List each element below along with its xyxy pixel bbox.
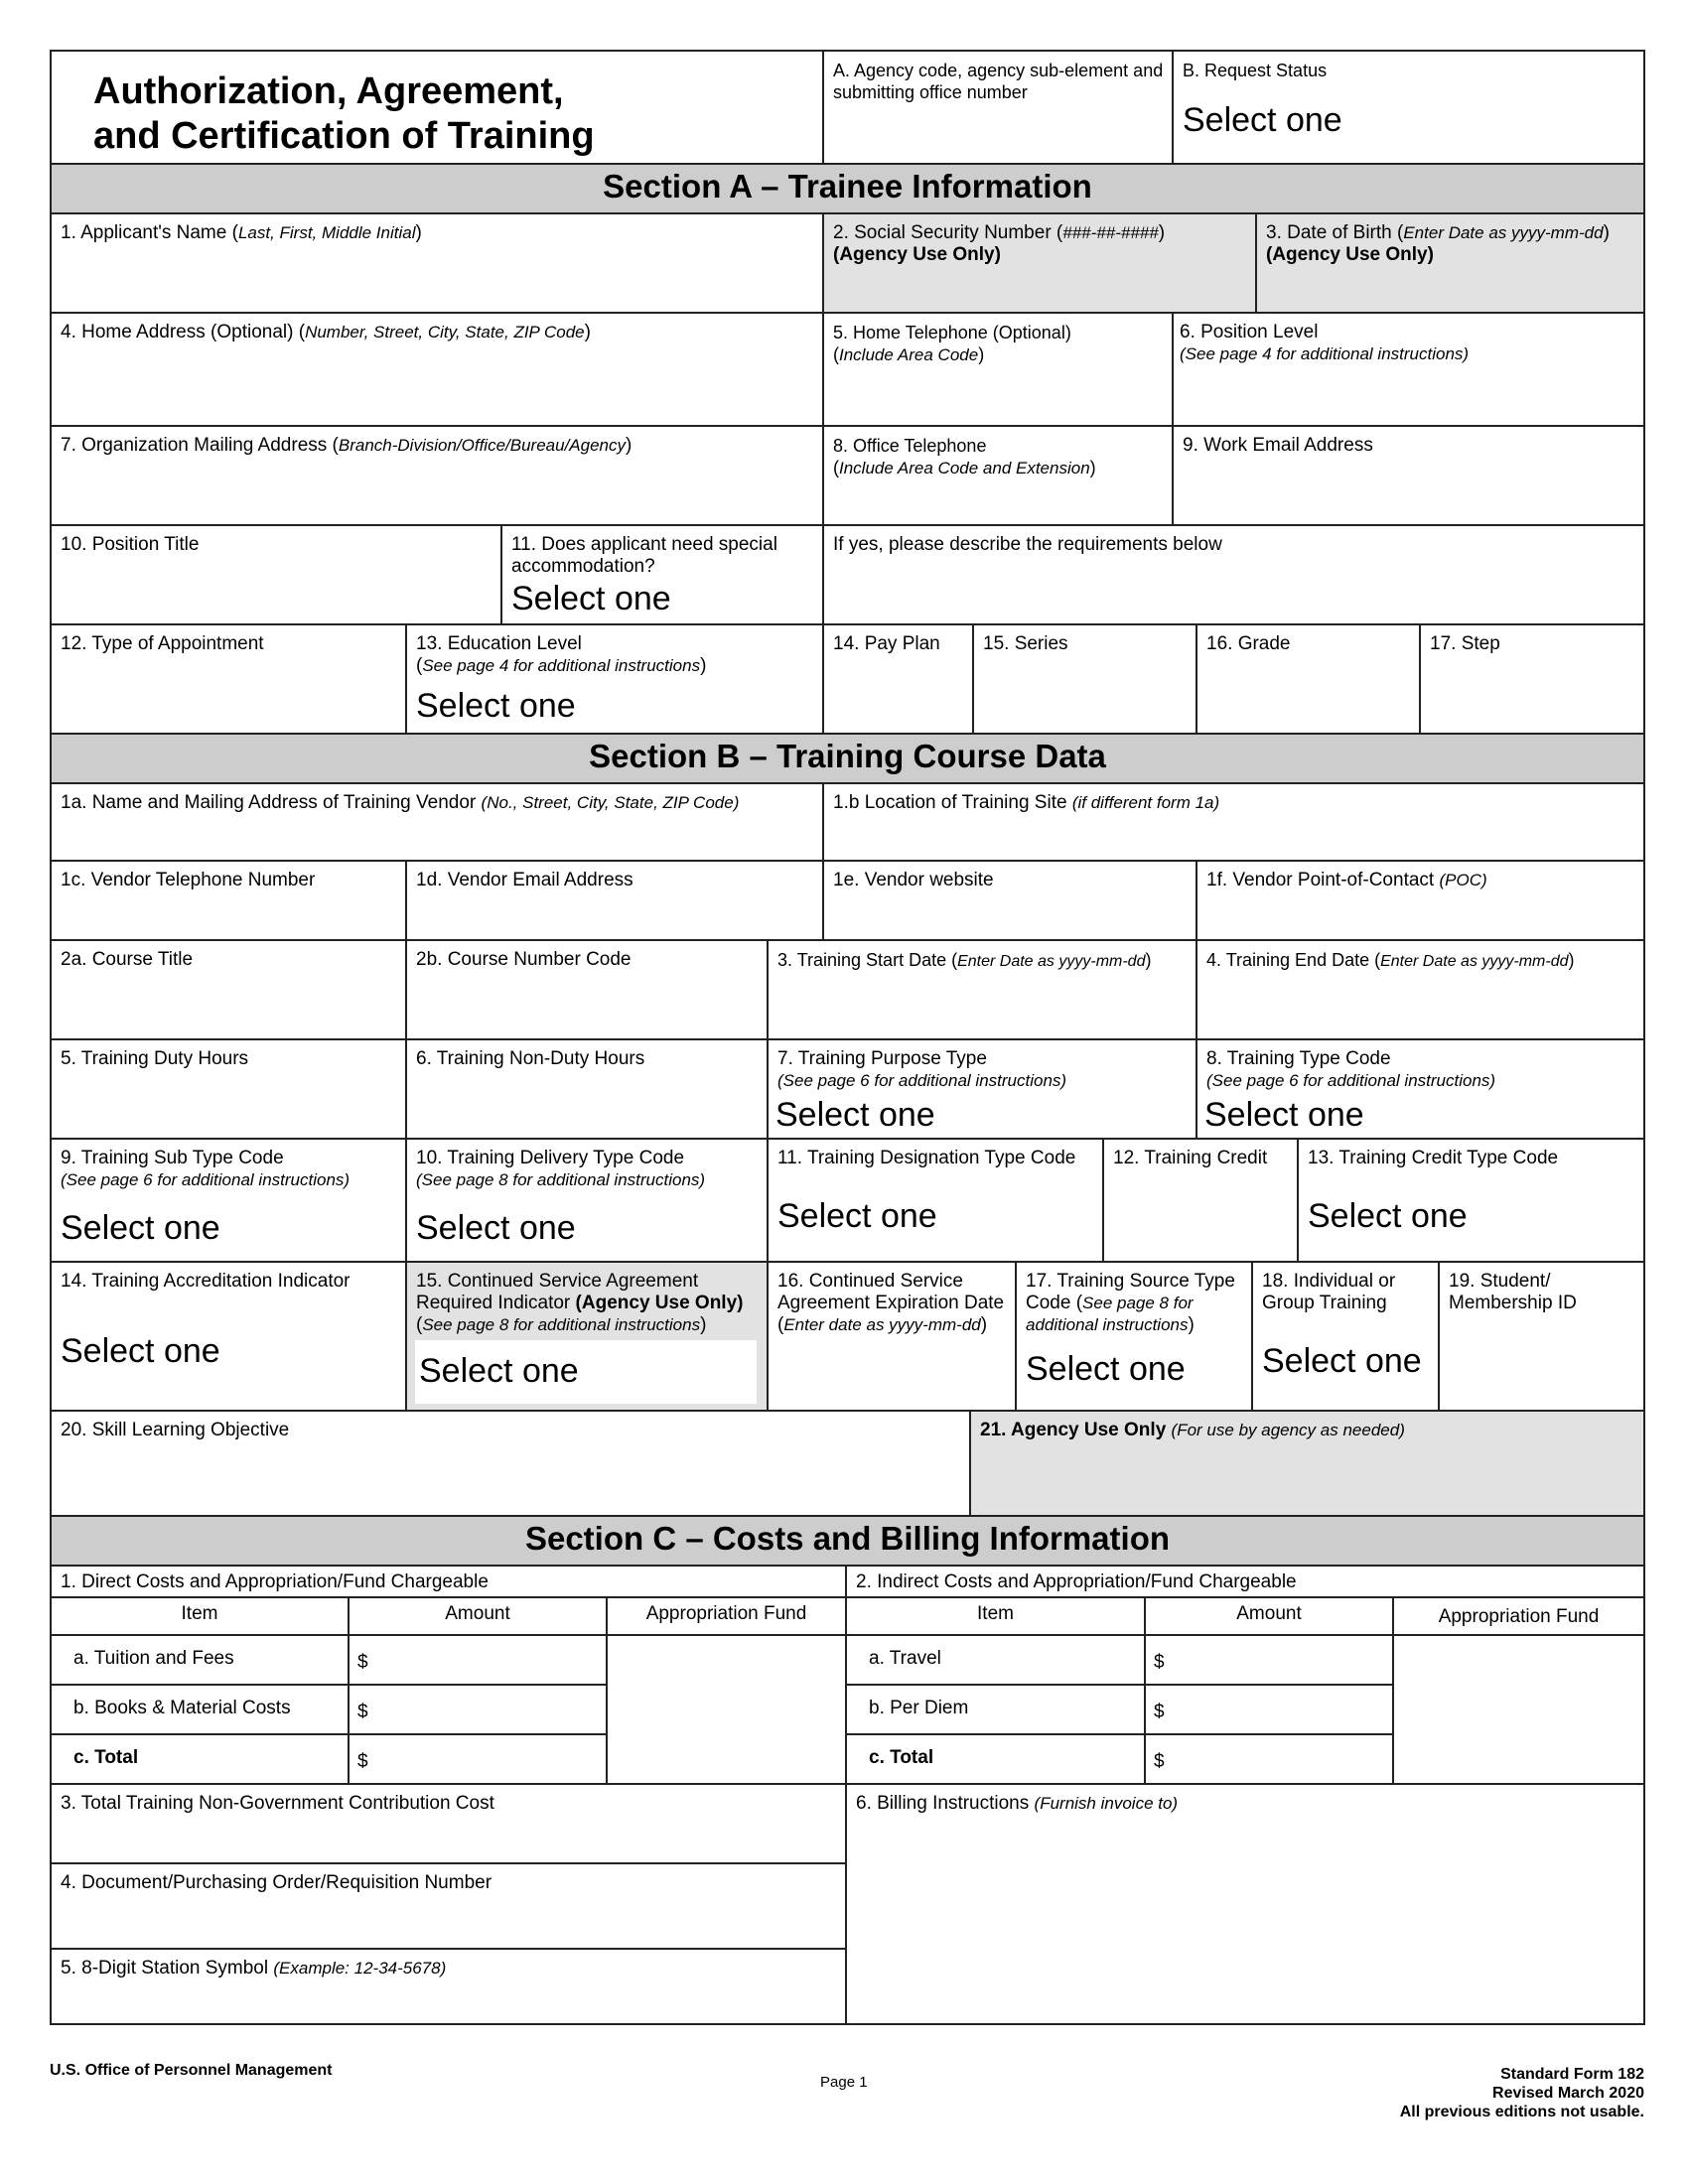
- series-field[interactable]: [972, 623, 1197, 735]
- series-label: 15. Series: [983, 633, 1068, 654]
- books-amount-field[interactable]: $: [348, 1684, 608, 1735]
- ssn-field[interactable]: 2. Social Security Number (###-##-####) (Agency Use Only): [822, 212, 1257, 314]
- non-duty-hours-label: 6. Training Non-Duty Hours: [416, 1048, 645, 1069]
- education-level-select[interactable]: Select one: [416, 687, 576, 725]
- section-b-heading: Section B – Training Course Data: [50, 733, 1645, 784]
- vendor-telephone-field[interactable]: [50, 860, 407, 941]
- station-symbol-field[interactable]: 5. 8-Digit Station Symbol (Example: 12-34-5678): [50, 1948, 847, 2025]
- training-type-select[interactable]: Select one: [1204, 1096, 1364, 1134]
- footer-editions: All previous editions not usable.: [1399, 2104, 1644, 2120]
- training-purpose-select[interactable]: Select one: [775, 1096, 935, 1134]
- ssn-label: 2. Social Security Number: [833, 222, 1052, 243]
- accommodation-requirements-label: If yes, please describe the requirements below: [833, 534, 1222, 555]
- vendor-email-field[interactable]: [405, 860, 824, 941]
- direct-costs-heading: 1. Direct Costs and Appropriation/Fund Chargeable: [50, 1565, 847, 1598]
- education-level-label: 13. Education Level: [416, 633, 582, 654]
- billing-instructions-field[interactable]: 6. Billing Instructions (Furnish invoice to): [845, 1783, 1645, 2025]
- purchase-order-number-label: 4. Document/Purchasing Order/Requisition Number: [61, 1872, 492, 1893]
- accreditation-indicator-select[interactable]: Select one: [61, 1332, 220, 1370]
- training-type-field[interactable]: 8. Training Type Code (See page 6 for additional instructions) Select one: [1196, 1038, 1645, 1140]
- csa-required-field[interactable]: 15. Continued Service Agreement Required Indicator (Agency Use Only) (See page 8 for additional instructions) Select one: [405, 1261, 769, 1412]
- indirect-col-fund: Appropriation Fund: [1392, 1596, 1645, 1636]
- vendor-website-field[interactable]: [822, 860, 1197, 941]
- credit-type-field[interactable]: [1297, 1138, 1645, 1263]
- home-address-field[interactable]: 4. Home Address (Optional) (Number, Street, City, State, ZIP Code): [50, 312, 824, 427]
- org-mailing-address-label: 7. Organization Mailing Address: [61, 435, 328, 456]
- training-end-date-field[interactable]: 4. Training End Date (Enter Date as yyyy-mm-dd): [1196, 939, 1645, 1040]
- request-status-select[interactable]: Select one: [1183, 101, 1342, 139]
- pay-plan-label: 14. Pay Plan: [833, 633, 940, 654]
- home-telephone-field[interactable]: 5. Home Telephone (Optional) (Include Area Code): [822, 312, 1174, 427]
- footer-form-info: [1400, 2065, 1644, 2121]
- applicant-name-label: 1. Applicant's Name: [61, 222, 227, 243]
- direct-row-total: c. Total: [50, 1733, 350, 1785]
- station-symbol-label: 5. 8-Digit Station Symbol: [61, 1958, 269, 1979]
- training-start-date-label: 3. Training Start Date: [777, 950, 947, 970]
- position-title-field[interactable]: [50, 524, 502, 625]
- home-telephone-label: 5. Home Telephone (Optional): [833, 323, 1071, 342]
- direct-total-amount-field[interactable]: $: [348, 1733, 608, 1785]
- direct-col-item: Item: [50, 1596, 350, 1636]
- membership-id-field[interactable]: [1438, 1261, 1645, 1412]
- agency-code-label: A. Agency code, agency sub-element and submitting office number: [833, 61, 1164, 102]
- csa-required-label: 15. Continued Service Agreement Required Indicator: [416, 1271, 699, 1313]
- home-address-label: 4. Home Address (Optional): [61, 322, 294, 342]
- training-purpose-field[interactable]: 7. Training Purpose Type (See page 6 for additional instructions) Select one: [767, 1038, 1197, 1140]
- direct-col-fund: Appropriation Fund: [606, 1596, 847, 1636]
- footer-form-number: Standard Form 182: [1500, 2066, 1644, 2083]
- designation-type-select[interactable]: Select one: [777, 1197, 937, 1235]
- course-title-label: 2a. Course Title: [61, 949, 194, 970]
- tuition-amount-field[interactable]: $: [348, 1634, 608, 1686]
- course-number-label: 2b. Course Number Code: [416, 949, 632, 970]
- education-level-field[interactable]: 13. Education Level (See page 4 for additional instructions) Select one: [405, 623, 824, 735]
- office-telephone-label: 8. Office Telephone: [833, 436, 987, 456]
- individual-group-select[interactable]: Select one: [1262, 1342, 1422, 1380]
- special-accommodation-label: 11. Does applicant need special accommodation?: [511, 534, 777, 577]
- skill-learning-objective-label: 20. Skill Learning Objective: [61, 1420, 290, 1440]
- training-credit-label: 12. Training Credit: [1113, 1148, 1268, 1168]
- appointment-type-label: 12. Type of Appointment: [61, 633, 264, 654]
- vendor-email-label: 1d. Vendor Email Address: [416, 870, 633, 890]
- course-title-field[interactable]: [50, 939, 407, 1040]
- indirect-col-amount: Amount: [1144, 1596, 1394, 1636]
- training-type-label: 8. Training Type Code: [1206, 1048, 1391, 1069]
- indirect-appropriation-fund-field[interactable]: [1392, 1634, 1645, 1785]
- delivery-type-label: 10. Training Delivery Type Code: [416, 1148, 685, 1168]
- applicant-name-field[interactable]: 1. Applicant's Name (Last, First, Middle Initial): [50, 212, 824, 314]
- agency-use-only-label: 21. Agency Use Only: [980, 1420, 1167, 1440]
- pay-plan-field[interactable]: [822, 623, 974, 735]
- delivery-type-field[interactable]: 10. Training Delivery Type Code (See page 8 for additional instructions) Select one: [405, 1138, 769, 1263]
- duty-hours-label: 5. Training Duty Hours: [61, 1048, 249, 1069]
- appointment-type-field[interactable]: [50, 623, 407, 735]
- non-government-cost-field[interactable]: [50, 1783, 847, 1864]
- step-field[interactable]: [1419, 623, 1645, 735]
- form-title-cell: [50, 50, 824, 165]
- direct-appropriation-fund-field[interactable]: [606, 1634, 847, 1785]
- travel-amount-field[interactable]: $: [1144, 1634, 1394, 1686]
- direct-col-amount: Amount: [348, 1596, 608, 1636]
- direct-row-tuition: a. Tuition and Fees: [50, 1634, 350, 1686]
- duty-hours-field[interactable]: [50, 1038, 407, 1140]
- training-start-date-field[interactable]: 3. Training Start Date (Enter Date as yyyy-mm-dd): [767, 939, 1197, 1040]
- designation-type-label: 11. Training Designation Type Code: [777, 1148, 1076, 1168]
- special-accommodation-field[interactable]: [500, 524, 824, 625]
- indirect-row-per-diem: b. Per Diem: [845, 1684, 1146, 1735]
- indirect-total-amount-field[interactable]: $: [1144, 1733, 1394, 1785]
- individual-group-label: 18. Individual or Group Training: [1262, 1271, 1396, 1313]
- vendor-telephone-label: 1c. Vendor Telephone Number: [61, 870, 316, 890]
- per-diem-amount-field[interactable]: $: [1144, 1684, 1394, 1735]
- accreditation-indicator-field[interactable]: [50, 1261, 407, 1412]
- vendor-poc-label: 1f. Vendor Point-of-Contact: [1206, 870, 1435, 890]
- office-telephone-field[interactable]: 8. Office Telephone (Include Area Code and Extension): [822, 425, 1174, 526]
- grade-field[interactable]: [1196, 623, 1421, 735]
- work-email-label: 9. Work Email Address: [1183, 435, 1373, 456]
- training-end-date-label: 4. Training End Date: [1206, 950, 1370, 970]
- training-purpose-label: 7. Training Purpose Type: [777, 1048, 987, 1069]
- delivery-type-select[interactable]: Select one: [416, 1209, 576, 1247]
- special-accommodation-select[interactable]: Select one: [511, 580, 671, 617]
- accommodation-requirements-field[interactable]: [822, 524, 1645, 625]
- footer-agency: U.S. Office of Personnel Management: [50, 2062, 333, 2079]
- credit-type-label: 13. Training Credit Type Code: [1308, 1148, 1559, 1168]
- request-status-label: B. Request Status: [1183, 61, 1328, 80]
- position-level-label: 6. Position Level: [1180, 322, 1319, 342]
- agency-code-field[interactable]: [822, 50, 1174, 165]
- source-type-select[interactable]: Select one: [1026, 1350, 1186, 1388]
- training-subtype-select[interactable]: Select one: [61, 1209, 220, 1247]
- form-title: Authorization, Agreement, and Certification of Training: [93, 70, 595, 157]
- vendor-name-address-label: 1a. Name and Mailing Address of Training Vendor: [61, 792, 477, 813]
- indirect-col-item: Item: [845, 1596, 1146, 1636]
- designation-type-field[interactable]: [767, 1138, 1104, 1263]
- section-a-heading: Section A – Trainee Information: [50, 163, 1645, 214]
- credit-type-select[interactable]: Select one: [1308, 1197, 1468, 1235]
- training-credit-field[interactable]: [1102, 1138, 1299, 1263]
- csa-expiration-date-field[interactable]: 16. Continued Service Agreement Expiration Date (Enter date as yyyy-mm-dd): [767, 1261, 1017, 1412]
- csa-required-select[interactable]: Select one: [419, 1352, 579, 1390]
- training-site-location-field[interactable]: 1.b Location of Training Site (if different form 1a): [822, 782, 1645, 862]
- source-type-field[interactable]: 17. Training Source Type Code (See page 8 for additional instructions) Select one: [1015, 1261, 1253, 1412]
- source-type-label: 17. Training Source Type Code: [1026, 1271, 1235, 1313]
- direct-row-books: b. Books & Material Costs: [50, 1684, 350, 1735]
- training-site-location-label: 1.b Location of Training Site: [833, 792, 1067, 813]
- work-email-field[interactable]: [1172, 425, 1645, 526]
- vendor-name-address-field[interactable]: 1a. Name and Mailing Address of Training Vendor (No., Street, City, State, ZIP Code): [50, 782, 824, 862]
- footer-revised: Revised March 2020: [1492, 2085, 1644, 2102]
- grade-label: 16. Grade: [1206, 633, 1291, 654]
- indirect-row-total: c. Total: [845, 1733, 1146, 1785]
- indirect-row-travel: a. Travel: [845, 1634, 1146, 1686]
- position-level-field[interactable]: 6. Position Level (See page 4 for additional instructions): [1172, 312, 1645, 427]
- dob-field[interactable]: 3. Date of Birth (Enter Date as yyyy-mm-dd) (Agency Use Only): [1255, 212, 1645, 314]
- vendor-poc-field[interactable]: 1f. Vendor Point-of-Contact (POC): [1196, 860, 1645, 941]
- request-status-field[interactable]: [1172, 50, 1645, 165]
- skill-learning-objective-field[interactable]: [50, 1410, 971, 1517]
- org-mailing-address-field[interactable]: 7. Organization Mailing Address (Branch-Division/Office/Bureau/Agency): [50, 425, 824, 526]
- training-subtype-label: 9. Training Sub Type Code: [61, 1148, 284, 1168]
- training-subtype-field[interactable]: 9. Training Sub Type Code (See page 6 for additional instructions) Select one: [50, 1138, 407, 1263]
- agency-use-only-field[interactable]: 21. Agency Use Only (For use by agency as needed): [969, 1410, 1645, 1517]
- non-government-cost-label: 3. Total Training Non-Government Contribution Cost: [61, 1793, 494, 1814]
- membership-id-label: 19. Student/ Membership ID: [1449, 1271, 1577, 1313]
- vendor-website-label: 1e. Vendor website: [833, 870, 994, 890]
- footer-page-number: Page 1: [820, 2074, 868, 2091]
- billing-instructions-label: 6. Billing Instructions: [856, 1793, 1030, 1814]
- indirect-costs-heading: 2. Indirect Costs and Appropriation/Fund Chargeable: [845, 1565, 1645, 1598]
- position-title-label: 10. Position Title: [61, 534, 200, 555]
- csa-expiration-date-label: 16. Continued Service Agreement Expiration Date: [777, 1271, 1005, 1313]
- step-label: 17. Step: [1430, 633, 1500, 654]
- dob-label: 3. Date of Birth: [1266, 222, 1392, 243]
- section-c-heading: Section C – Costs and Billing Information: [50, 1515, 1645, 1567]
- individual-group-field[interactable]: [1251, 1261, 1440, 1412]
- csa-required-select-box[interactable]: [415, 1340, 757, 1404]
- accreditation-indicator-label: 14. Training Accreditation Indicator: [61, 1271, 351, 1292]
- course-number-field[interactable]: [405, 939, 769, 1040]
- purchase-order-number-field[interactable]: [50, 1862, 847, 1950]
- non-duty-hours-field[interactable]: [405, 1038, 769, 1140]
